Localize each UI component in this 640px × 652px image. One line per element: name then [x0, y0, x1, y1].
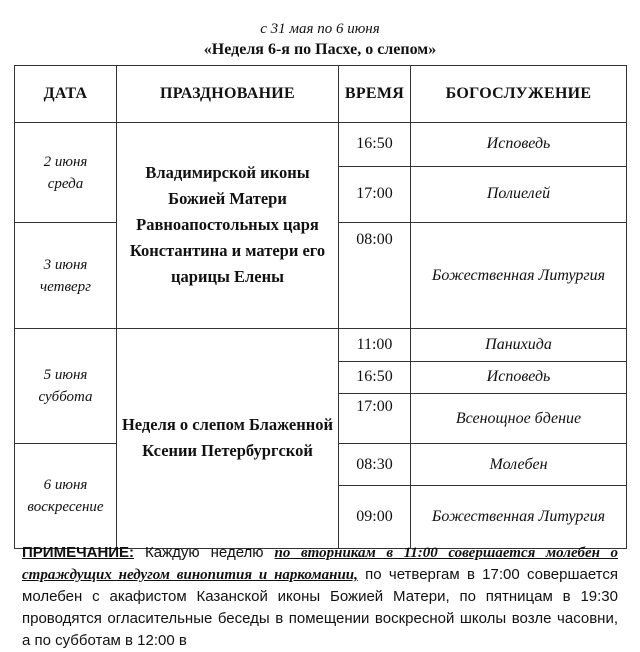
- date-range: с 31 мая по 6 июня: [260, 21, 380, 37]
- service-cell: Молебен: [411, 444, 627, 485]
- feast-cell: Владимирской иконы Божией Матери Равноапостольных царя Константина и матери его царицы Елены: [117, 123, 339, 329]
- table-row: [15, 123, 627, 167]
- service-cell: Исповедь: [411, 123, 627, 167]
- note-emphasis: по вторникам в 11:00 совершается молебен о страждущих недугом винопития и наркомании,: [22, 545, 618, 583]
- header-row: [15, 66, 627, 123]
- time-cell: 08:30: [339, 444, 411, 485]
- date-cell: [15, 223, 117, 329]
- column-header-date: ДАТА: [15, 66, 117, 123]
- date-cell: [15, 123, 117, 223]
- date-text: 3 июня: [43, 256, 88, 273]
- time-cell: 09:00: [339, 485, 411, 548]
- time-cell: 08:00: [339, 223, 411, 329]
- date-cell: [15, 328, 117, 443]
- time-cell: 16:50: [339, 361, 411, 394]
- service-cell: Панихида: [411, 328, 627, 361]
- service-cell: Всенощное бдение: [411, 394, 627, 444]
- service-cell: Божественная Литургия: [411, 485, 627, 548]
- time-cell: 17:00: [339, 166, 411, 223]
- time-cell: 11:00: [339, 328, 411, 361]
- date-cell: [15, 444, 117, 549]
- week-title: «Неделя 6-я по Пасхе, о слепом»: [203, 41, 437, 58]
- weekday-text: четверг: [40, 278, 91, 295]
- service-cell: Исповедь: [411, 361, 627, 394]
- note-text: по четвергам в 17:00 совершается молебен с акафистом Казанской иконы Божией Матери, по пятницам в 19:30 проводятся огласительные беседы в помещении воскресной школы возле часовни, а по субботам в 12:00 в: [22, 566, 618, 649]
- note-label: ПРИМЕЧАНИЕ:: [22, 544, 135, 561]
- weekday-text: среда: [47, 175, 84, 192]
- feast-cell: Неделя о слепом Блаженной Ксении Петербургской: [117, 328, 339, 548]
- column-header-service: БОГОСЛУЖЕНИЕ: [411, 66, 627, 123]
- date-text: 6 июня: [43, 477, 88, 494]
- date-text: 2 июня: [43, 153, 88, 170]
- note-paragraph: [22, 542, 618, 652]
- note-text: Каждую неделю: [134, 544, 275, 561]
- weekday-text: суббота: [38, 389, 93, 406]
- time-cell: 16:50: [339, 123, 411, 167]
- service-cell: Полиелей: [411, 166, 627, 223]
- time-cell: 17:00: [339, 394, 411, 444]
- schedule-table: [14, 65, 627, 549]
- weekday-text: воскресение: [27, 499, 104, 516]
- date-text: 5 июня: [43, 367, 88, 384]
- table-row: [15, 328, 627, 361]
- service-cell: Божественная Литургия: [411, 223, 627, 329]
- column-header-feast: ПРАЗДНОВАНИЕ: [117, 66, 339, 123]
- column-header-time: ВРЕМЯ: [339, 66, 411, 123]
